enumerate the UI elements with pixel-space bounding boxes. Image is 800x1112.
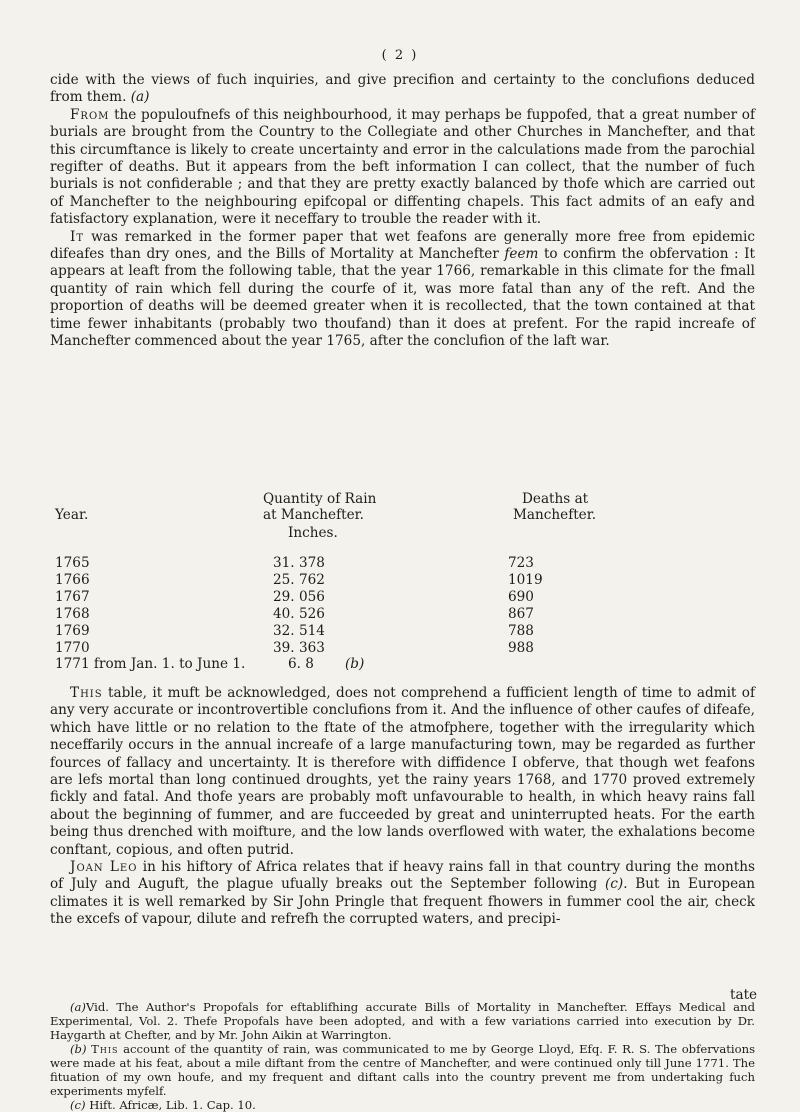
- catchword: tate: [730, 987, 758, 1003]
- header-deaths-2: Manchefter.: [513, 507, 597, 523]
- footnote-ref-c: (c).: [604, 876, 628, 893]
- table-row: 1765 31. 378 723: [55, 555, 534, 571]
- footnote-a: (a)Vid. The Author's Propofals for eftablifhing accurate Bills of Mortality in Manchefter. Effays Medical and Experimental, Vol. 2. Thefe Propofals have been adopted, and with a few variations carried into execution by Dr. Haygarth at Chefter, and by Mr. John Aikin at Warrington.: [50, 1000, 755, 1042]
- table-row: 1768 40. 526 867: [55, 606, 534, 622]
- paragraph: This table, it muft be acknowledged, does not comprehend a fufficient length of time to admit of any very accurate or incontrovertible conclufions from it. And the influence of other caufes of difeafe, which have little or no relation to the ftate of the atmofphere, together with the irregularity which neceffarily occurs in the annual increafe of a large manufacturing town, may be regarded as further fources of fallacy and uncertainty. It is therefore with diffidence I obferve, that though wet feafons are lefs mortal than long continued droughts, yet the rainy years 1768, and 1770 proved extremely fickly and fatal. And thofe years are probably moft unfavourable to health, in which heavy rains fall about the beginning of fummer, and are fucceeded by great and uninterrupted heats. For the earth being thus drenched with moifture, and the low lands overflowed with water, the exhalations become conftant, copious, and often putrid.: [50, 685, 755, 858]
- paragraph: Joan Leo in his hiftory of Africa relates that if heavy rains fall in that country during the months of July and Auguft, the plague ufually breaks out the September following (c). But in European climates it is well remarked by Sir John Pringle that frequent fhowers in fummer cool the air, check the excefs of vapour, dilute and refrefh the corrupted waters, and precipi-: [50, 859, 756, 928]
- header-rain: Quantity of Rain: [263, 491, 377, 507]
- header-rain-unit: Inches.: [288, 525, 338, 541]
- table-row: 1771 from Jan. 1. to June 1. 6. 8 (b): [55, 656, 365, 672]
- body-text-top: [50, 72, 755, 351]
- table-row: 1769 32. 514 788: [55, 623, 534, 639]
- paragraph: It was remarked in the former paper that wet feafons are generally more free from epidemic difeafes than dry ones, and the Bills of Mortality at Manchefter feem to confirm the obfervation : It appears at leaft from the following table, that the year 1766, remarkable in this climate for the fmall quantity of rain which fell during the courfe of it, was more fatal than any of the reft. And the proportion of deaths will be deemed greater when it is recollected, that the town contained at that time fewer inhabitants (probably two thoufand) than it does at prefent. For the rapid increafe of Manchefter commenced about the year 1765, after the conclufion of the laft war.: [50, 228, 755, 350]
- footnote-c: (c) Hift. Africæ, Lib. 1. Cap. 10.: [70, 1098, 256, 1112]
- rain-deaths-table: [55, 480, 745, 685]
- header-rain-2: at Manchefter.: [263, 507, 364, 523]
- footnote-ref-a: (a): [130, 89, 150, 106]
- header-year: Year.: [55, 507, 89, 523]
- table-row: 1767 29. 056 690: [55, 589, 534, 605]
- paragraph: From the populoufnefs of this neighbourhood, it may perhaps be fuppofed, that a great number of burials are brought from the Country to the Collegiate and other Churches in Manchefter, and that this circumftance is likely to create uncertainty and error in the calculations made from the parochial regifter of deaths. But it appears from the beft information I can collect, that the number of fuch burials is not confiderable ; and that they are pretty exactly balanced by thofe which are carried out of Manchefter to the neighbouring epifcopal or diffenting chapels. This fact admits of an eafy and fatisfactory explanation, were it neceffary to trouble the reader with it.: [50, 106, 756, 228]
- table-row: 1766 25. 762 1019: [55, 572, 543, 588]
- footnotes: [50, 1000, 755, 1112]
- header-deaths: Deaths at: [522, 491, 589, 507]
- footnote-b: (b) This account of the quantity of rain, was communicated to me by George Lloyd, Efq. F. R. S. The obfervations were made at his feat, about a mile diftant from the centre of Manchefter, and were continued only till June 1771. The fituation of my own houfe, and my frequent and diftant calls into the country prevent me from undertaking fuch experiments myfelf.: [50, 1042, 756, 1098]
- page-number: ( 2 ): [381, 48, 419, 63]
- body-text-bottom: [50, 685, 755, 929]
- paragraph: cide with the views of fuch inquiries, and give precifion and certainty to the conclufions deduced from them. (a): [50, 72, 755, 106]
- table-row: 1770 39. 363 988: [55, 640, 534, 656]
- footnote-ref-b: (b): [345, 656, 365, 672]
